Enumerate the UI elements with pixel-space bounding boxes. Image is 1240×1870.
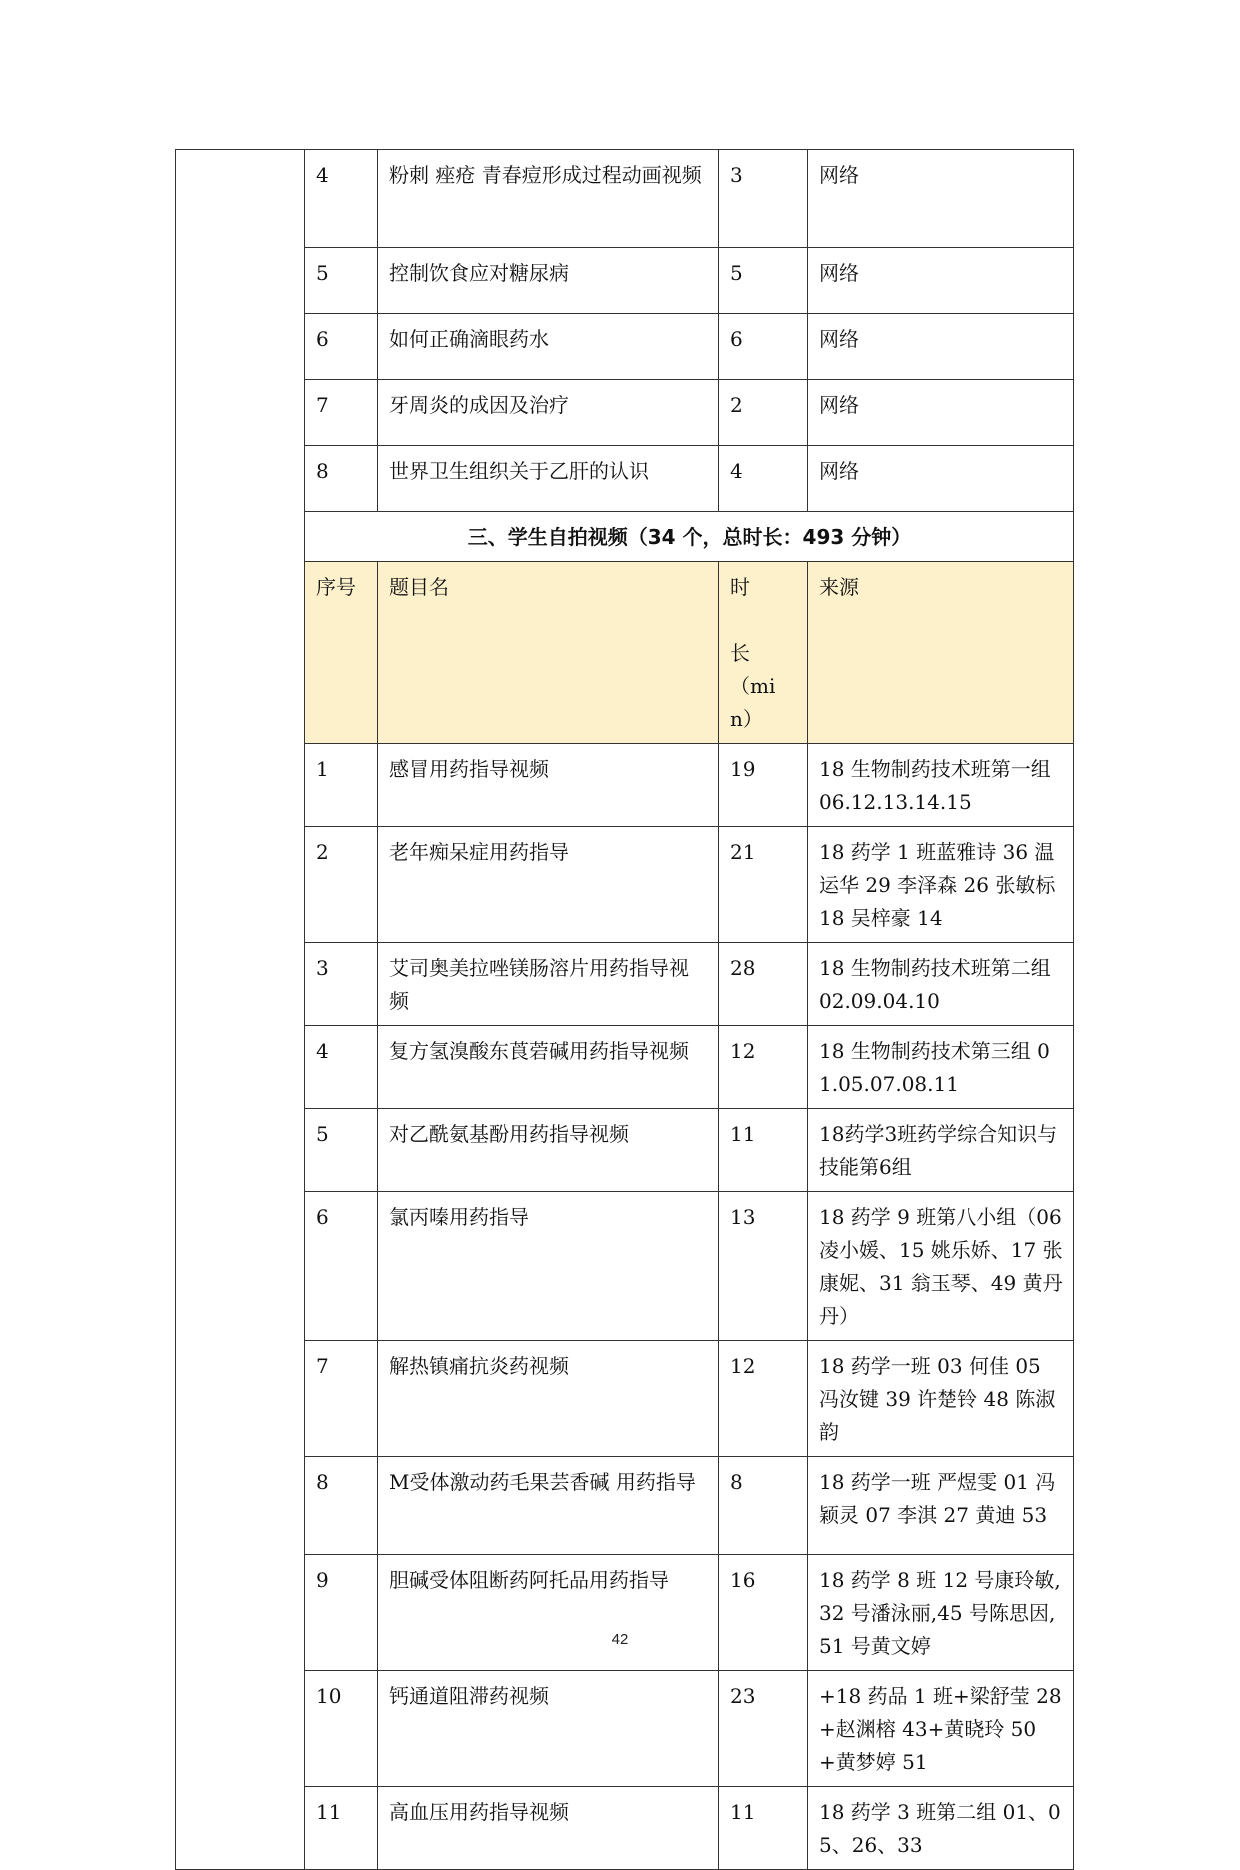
row-duration: 6 — [719, 314, 808, 380]
row-number: 6 — [305, 1192, 378, 1341]
table-header-row — [176, 562, 1074, 744]
row-number: 7 — [305, 1341, 378, 1457]
row-title: 控制饮食应对糖尿病 — [378, 248, 719, 314]
row-title: 牙周炎的成因及治疗 — [378, 380, 719, 446]
row-duration: 23 — [719, 1671, 808, 1787]
row-source: 18 药学 3 班第二组 01、05、26、33 — [808, 1787, 1074, 1870]
table-row — [176, 1457, 1074, 1555]
row-number: 8 — [305, 446, 378, 512]
row-source: 18 药学 1 班蓝雅诗 36 温运华 29 李泽森 26 张敏标 18 吴梓豪 14 — [808, 827, 1074, 943]
row-number: 3 — [305, 943, 378, 1026]
table-row — [176, 1671, 1074, 1787]
row-source: 网络 — [808, 380, 1074, 446]
row-duration: 12 — [719, 1026, 808, 1109]
row-source: 18 生物制药技术班第一组 06.12.13.14.15 — [808, 744, 1074, 827]
header-duration-char-1: 时 — [730, 575, 750, 599]
row-source: 18 生物制药技术班第二组 02.09.04.10 — [808, 943, 1074, 1026]
row-source: +18 药品 1 班+梁舒莹 28+赵渊榕 43+黄晓玲 50+黄梦婷 51 — [808, 1671, 1074, 1787]
row-source: 18 药学 9 班第八小组（06 凌小媛、15 姚乐娇、17 张康妮、31 翁玉琴、49 黄丹丹） — [808, 1192, 1074, 1341]
row-number: 7 — [305, 380, 378, 446]
row-number: 11 — [305, 1787, 378, 1870]
row-number: 2 — [305, 827, 378, 943]
row-title: 对乙酰氨基酚用药指导视频 — [378, 1109, 719, 1192]
row-title: 粉刺 痤疮 青春痘形成过程动画视频 — [378, 150, 719, 248]
row-source: 网络 — [808, 150, 1074, 248]
row-duration: 28 — [719, 943, 808, 1026]
row-duration: 11 — [719, 1787, 808, 1870]
row-number: 5 — [305, 1109, 378, 1192]
table-row — [176, 1555, 1074, 1671]
row-number: 4 — [305, 1026, 378, 1109]
header-number: 序号 — [305, 562, 378, 744]
table-row — [176, 248, 1074, 314]
table-row — [176, 380, 1074, 446]
row-source: 18 药学一班 03 何佳 05 冯汝键 39 许楚铃 48 陈淑韵 — [808, 1341, 1074, 1457]
row-duration: 16 — [719, 1555, 808, 1671]
row-title: 解热镇痛抗炎药视频 — [378, 1341, 719, 1457]
table-row — [176, 314, 1074, 380]
row-duration: 21 — [719, 827, 808, 943]
row-duration: 5 — [719, 248, 808, 314]
row-number: 6 — [305, 314, 378, 380]
row-source: 18药学3班药学综合知识与技能第6组 — [808, 1109, 1074, 1192]
table-row — [176, 1341, 1074, 1457]
row-source: 网络 — [808, 248, 1074, 314]
row-duration: 11 — [719, 1109, 808, 1192]
row-title: 高血压用药指导视频 — [378, 1787, 719, 1870]
header-duration-char-2: 长 — [730, 641, 750, 665]
row-duration: 8 — [719, 1457, 808, 1555]
row-duration: 2 — [719, 380, 808, 446]
table-row — [176, 744, 1074, 827]
row-title: 老年痴呆症用药指导 — [378, 827, 719, 943]
page-number: 42 — [611, 1631, 629, 1648]
row-source: 网络 — [808, 314, 1074, 380]
row-title: 复方氢溴酸东莨菪碱用药指导视频 — [378, 1026, 719, 1109]
row-number: 4 — [305, 150, 378, 248]
row-duration: 4 — [719, 446, 808, 512]
row-duration: 13 — [719, 1192, 808, 1341]
row-title: 感冒用药指导视频 — [378, 744, 719, 827]
table-row — [176, 446, 1074, 512]
row-duration: 12 — [719, 1341, 808, 1457]
section-row — [176, 512, 1074, 562]
row-duration: 3 — [719, 150, 808, 248]
row-title: 氯丙嗪用药指导 — [378, 1192, 719, 1341]
table-row — [176, 1109, 1074, 1192]
row-title: M受体激动药毛果芸香碱 用药指导 — [378, 1457, 719, 1555]
row-title: 如何正确滴眼药水 — [378, 314, 719, 380]
row-title: 胆碱受体阻断药阿托品用药指导 — [378, 1555, 719, 1671]
resource-table — [175, 149, 1074, 1870]
table-row — [176, 943, 1074, 1026]
table-row — [176, 1787, 1074, 1870]
row-title: 艾司奥美拉唑镁肠溶片用药指导视频 — [378, 943, 719, 1026]
row-title: 世界卫生组织关于乙肝的认识 — [378, 446, 719, 512]
header-source: 来源 — [808, 562, 1074, 744]
table-row — [176, 150, 1074, 248]
header-title: 题目名 — [378, 562, 719, 744]
row-source: 18 生物制药技术第三组 01.05.07.08.11 — [808, 1026, 1074, 1109]
header-duration-unit: （min） — [730, 674, 776, 731]
row-number: 1 — [305, 744, 378, 827]
row-number: 8 — [305, 1457, 378, 1555]
row-number: 5 — [305, 248, 378, 314]
row-source: 18 药学一班 严煜雯 01 冯颖灵 07 李淇 27 黄迪 53 — [808, 1457, 1074, 1555]
section-title: 三、学生自拍视频（34 个，总时长：493 分钟） — [305, 512, 1074, 562]
row-source: 网络 — [808, 446, 1074, 512]
row-duration: 19 — [719, 744, 808, 827]
category-cell — [176, 150, 305, 1870]
row-number: 9 — [305, 1555, 378, 1671]
row-title: 钙通道阻滞药视频 — [378, 1671, 719, 1787]
row-number: 10 — [305, 1671, 378, 1787]
table-row — [176, 1192, 1074, 1341]
header-duration — [719, 562, 808, 744]
row-source: 18 药学 8 班 12 号康玲敏,32 号潘泳丽,45 号陈思因,51 号黄文婷 — [808, 1555, 1074, 1671]
table-row — [176, 1026, 1074, 1109]
table-row — [176, 827, 1074, 943]
